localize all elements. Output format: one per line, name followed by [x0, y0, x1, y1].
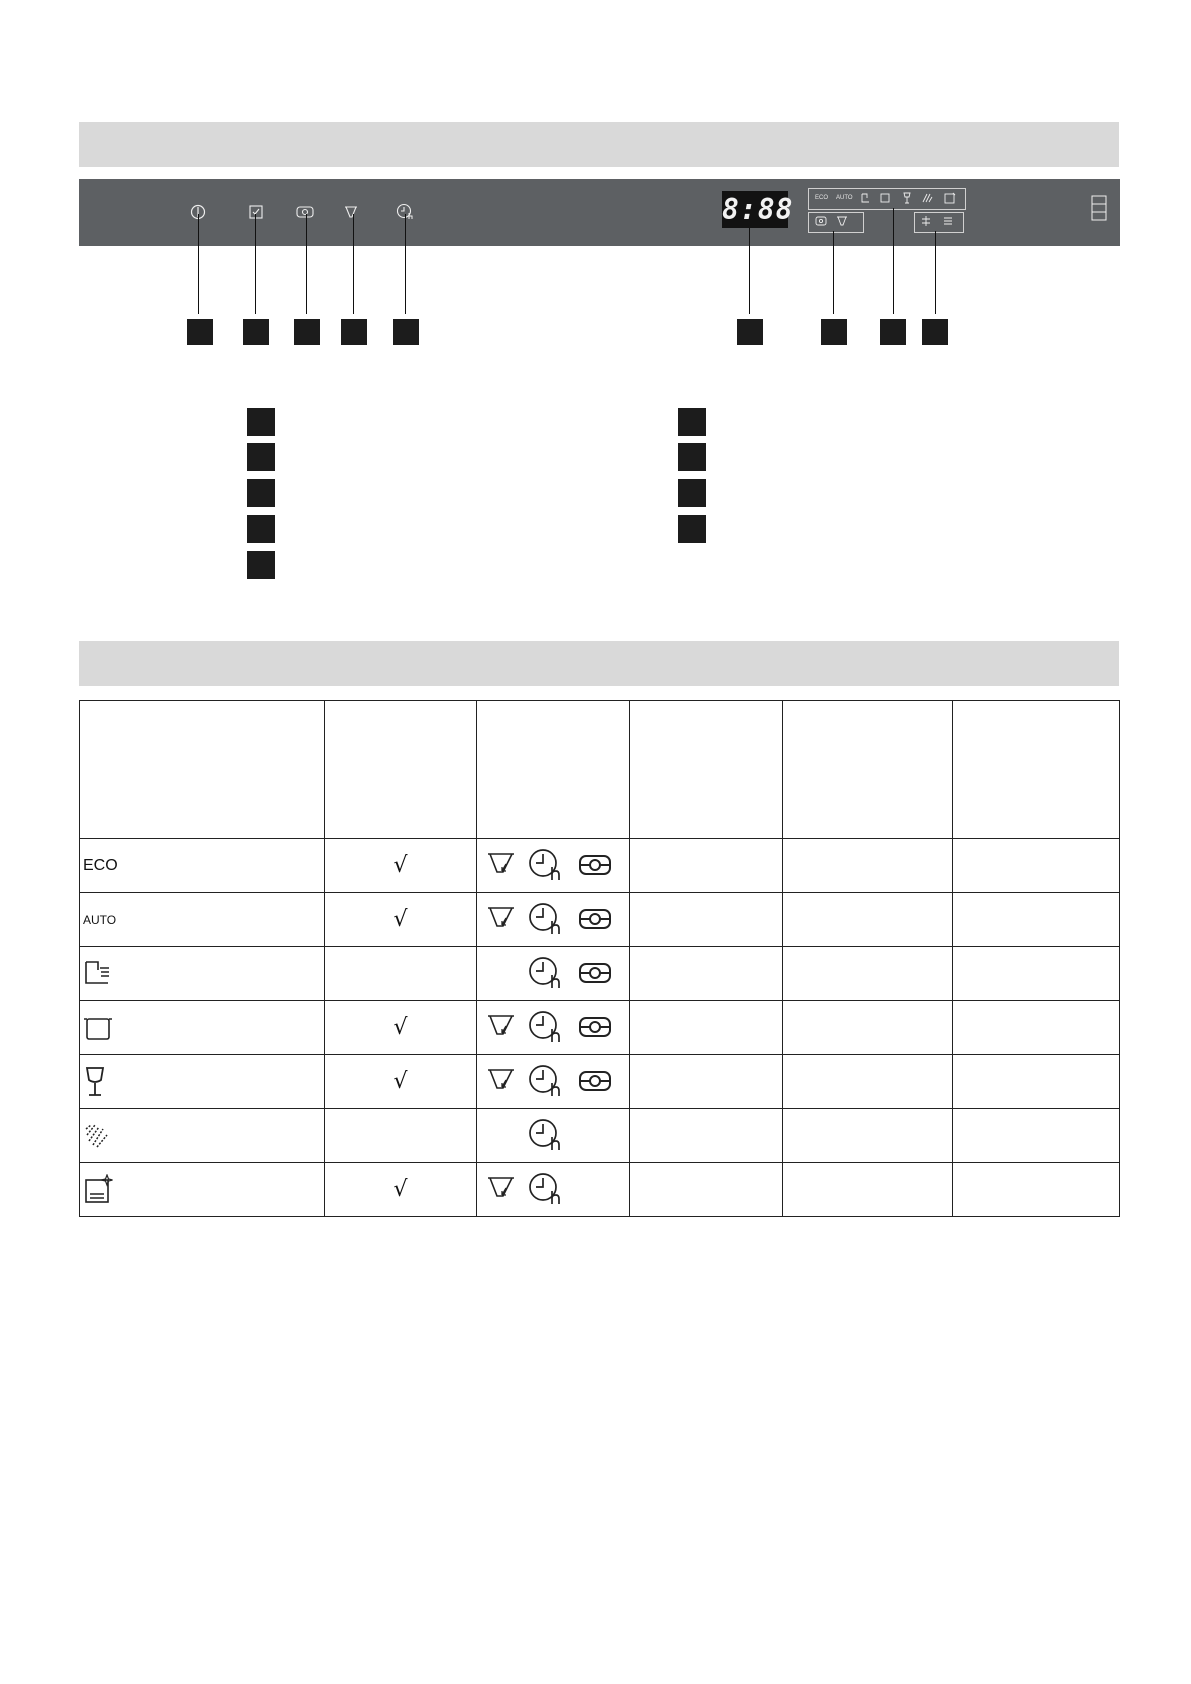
- table-row: [80, 839, 1120, 893]
- extra-dry-option-icon: [578, 1069, 612, 1093]
- table-row: [80, 1163, 1120, 1217]
- time-option-icon: [528, 848, 562, 882]
- rinse-option-icon: [486, 850, 516, 876]
- quick-panel-icon[interactable]: [921, 192, 933, 204]
- leader-line: [255, 214, 256, 314]
- check-mark: √: [325, 1163, 477, 1217]
- section-band-top: [79, 122, 1119, 167]
- time-option-icon: [528, 1064, 562, 1098]
- options-cell: [477, 893, 630, 947]
- table-row: [80, 1109, 1120, 1163]
- time-option-icon: [528, 902, 562, 936]
- extra-dry-option-icon[interactable]: [815, 216, 827, 226]
- options-cell: [477, 1001, 630, 1055]
- table-row: [80, 1055, 1120, 1109]
- options-cell: [477, 947, 630, 1001]
- check-mark: √: [325, 893, 477, 947]
- rinse-aid-icon[interactable]: [343, 204, 359, 220]
- pot-panel-icon[interactable]: [879, 192, 891, 204]
- time-option-icon: [528, 1010, 562, 1044]
- check-mark: √: [325, 1001, 477, 1055]
- callout-marker: [393, 319, 419, 345]
- callout-marker: [737, 319, 763, 345]
- rinse-option-icon: [486, 904, 516, 930]
- extra-dry-icon[interactable]: [296, 205, 314, 219]
- time-option-icon: [528, 1118, 562, 1152]
- check-mark: √: [325, 839, 477, 893]
- options-cell: [477, 1109, 630, 1163]
- callout-marker: [187, 319, 213, 345]
- extra-dry-option-icon: [578, 907, 612, 931]
- programme-label-eco[interactable]: ECO: [815, 195, 829, 201]
- legend-marker: [678, 408, 706, 436]
- callout-marker: [922, 319, 948, 345]
- rinse-option-icon: [486, 1174, 516, 1200]
- table-header: [630, 701, 783, 839]
- pot-icon: [83, 1013, 113, 1043]
- legend-marker: [247, 551, 275, 579]
- quick-icon: [83, 1121, 113, 1151]
- programme-label-auto[interactable]: AUTO: [836, 195, 853, 201]
- leader-line: [353, 214, 354, 314]
- leader-line: [893, 208, 894, 314]
- leader-line: [935, 231, 936, 314]
- machine-care-panel-icon[interactable]: [944, 192, 956, 204]
- leader-line: [198, 214, 199, 314]
- rinse-option-icon: [486, 1066, 516, 1092]
- callout-marker: [341, 319, 367, 345]
- table-header-row: [80, 701, 1120, 839]
- options-cell: [477, 839, 630, 893]
- leader-line: [405, 214, 406, 314]
- table-header: [80, 701, 325, 839]
- options-cell: [477, 1163, 630, 1217]
- legend-marker: [247, 408, 275, 436]
- programme-eco-label: ECO: [83, 856, 118, 874]
- legend-marker: [247, 479, 275, 507]
- extra-dry-option-icon: [578, 1015, 612, 1039]
- salt-level-icon: [942, 215, 954, 227]
- rinse-option-icon: [486, 1012, 516, 1038]
- options-cell: [477, 1055, 630, 1109]
- table-row: [80, 893, 1120, 947]
- time-option-icon: [528, 1172, 562, 1206]
- check-mark: √: [325, 1055, 477, 1109]
- programme-table: [79, 700, 1120, 1217]
- legend-marker: [678, 443, 706, 471]
- legend-marker: [247, 515, 275, 543]
- section-band-table: [79, 641, 1119, 686]
- cup-panel-icon[interactable]: [860, 192, 872, 204]
- legend-marker: [247, 443, 275, 471]
- leader-line: [306, 214, 307, 314]
- rinse-aid-level-icon: [920, 215, 932, 227]
- table-row: [80, 1001, 1120, 1055]
- table-header: [325, 701, 477, 839]
- callout-marker: [821, 319, 847, 345]
- callout-marker: [243, 319, 269, 345]
- programme-icon[interactable]: [248, 204, 264, 220]
- programme-auto-label: AUTO: [83, 912, 117, 927]
- leader-line: [833, 231, 834, 314]
- glass-icon: [83, 1066, 107, 1098]
- rinse-option-icon[interactable]: [836, 215, 848, 227]
- table-header: [783, 701, 953, 839]
- legend-marker: [678, 479, 706, 507]
- extra-dry-option-icon: [578, 853, 612, 877]
- leader-line: [749, 228, 750, 314]
- table-header: [953, 701, 1120, 839]
- machine-care-icon: [83, 1174, 115, 1206]
- table-header: [477, 701, 630, 839]
- check-mark: [325, 947, 477, 1001]
- cup-icon: [83, 959, 113, 989]
- legend-marker: [678, 515, 706, 543]
- table-row: [80, 947, 1120, 1001]
- glass-panel-icon[interactable]: [902, 192, 912, 204]
- time-display: 8:88: [722, 193, 794, 226]
- extra-dry-option-icon: [578, 961, 612, 985]
- time-option-icon: [528, 956, 562, 990]
- check-mark: [325, 1109, 477, 1163]
- basket-icon: [1090, 194, 1108, 222]
- callout-marker: [880, 319, 906, 345]
- callout-marker: [294, 319, 320, 345]
